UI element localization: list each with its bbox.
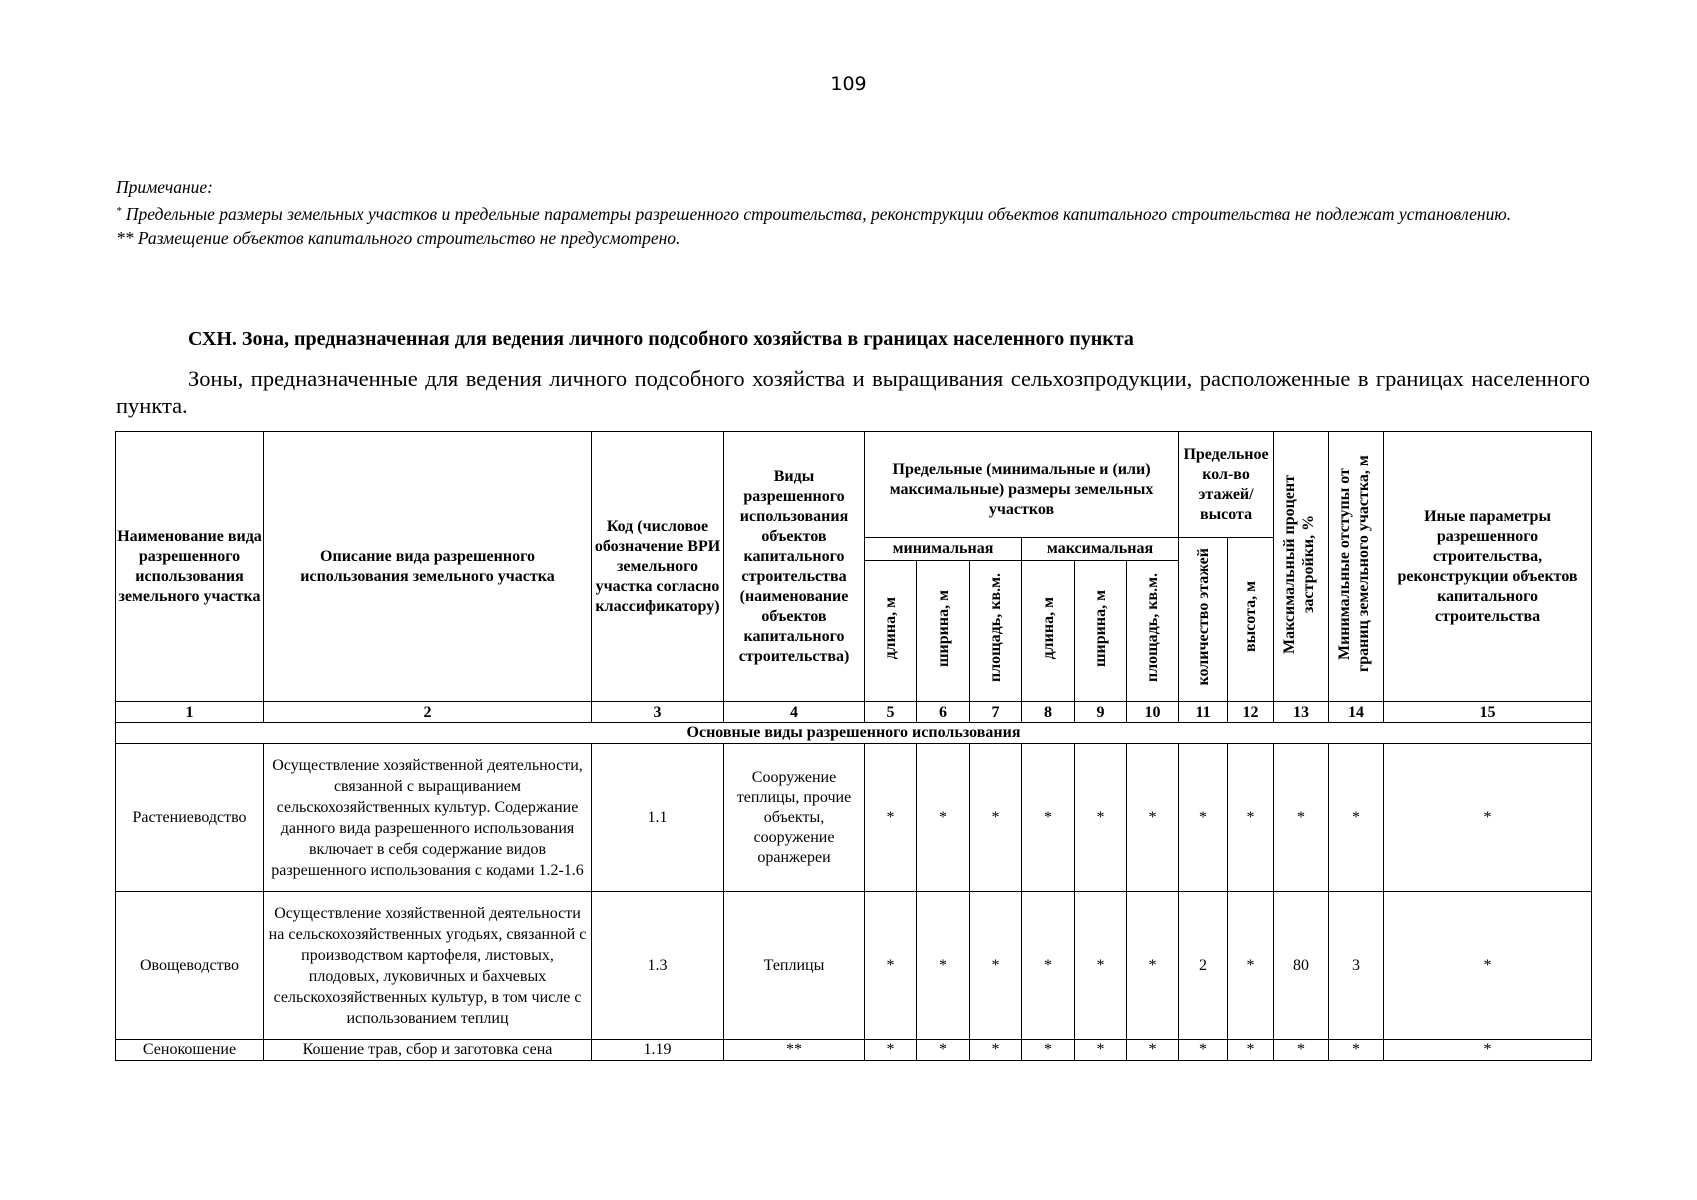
- cell-description: Кошение трав, сбор и заготовка сена: [264, 1040, 592, 1061]
- column-number: 13: [1274, 702, 1329, 723]
- header-min-setback-text: Минимальные отступы от границ земельного участка, м: [1336, 455, 1373, 672]
- column-number: 6: [917, 702, 970, 723]
- cell-height: *: [1228, 892, 1274, 1040]
- cell-min-width: *: [917, 744, 970, 892]
- cell-max-width: *: [1075, 744, 1127, 892]
- header-min-length-text: длина, м: [882, 596, 899, 660]
- cell-min-area: *: [970, 1040, 1022, 1061]
- cell-max-percent: *: [1274, 1040, 1329, 1061]
- header-limits-group: Предельные (минимальные и (или) максимальные) размеры земельных участков: [865, 432, 1179, 538]
- section-title: СХН. Зона, предназначенная для ведения личного подсобного хозяйства в границах населенного пункта: [188, 328, 1134, 350]
- header-other: Иные параметры разрешенного строительства, реконструкции объектов капитального строительства: [1384, 432, 1592, 702]
- header-name: Наименование вида разрешенного использования земельного участка: [116, 432, 264, 702]
- column-number: 7: [970, 702, 1022, 723]
- header-floors-group: Предельное кол-во этажей/ высота: [1179, 432, 1274, 538]
- column-number: 5: [865, 702, 917, 723]
- cell-floors: *: [1179, 1040, 1228, 1061]
- header-floors: [1179, 538, 1228, 702]
- cell-min-area: *: [970, 744, 1022, 892]
- cell-max-width: *: [1075, 892, 1127, 1040]
- cell-max-length: *: [1022, 1040, 1075, 1061]
- cell-min-length: *: [865, 1040, 917, 1061]
- notes: [116, 175, 1586, 250]
- header-max-percent: [1274, 432, 1329, 702]
- header-row-1: [116, 432, 1592, 538]
- cell-code: 1.19: [592, 1040, 724, 1061]
- cell-name: Растениеводство: [116, 744, 264, 892]
- column-number: 9: [1075, 702, 1127, 723]
- cell-other: *: [1384, 892, 1592, 1040]
- cell-max-area: *: [1127, 892, 1179, 1040]
- header-floors-text: количество этажей: [1194, 547, 1212, 686]
- table-row: [116, 1040, 1592, 1061]
- column-number: 1: [116, 702, 264, 723]
- column-number: 4: [724, 702, 865, 723]
- header-minimal: минимальная: [865, 538, 1022, 561]
- column-number: 12: [1228, 702, 1274, 723]
- header-max-width: [1075, 561, 1127, 702]
- header-max-area: [1127, 561, 1179, 702]
- note-asterisk: *: [116, 205, 122, 217]
- cell-objects: **: [724, 1040, 865, 1061]
- cell-name: Сенокошение: [116, 1040, 264, 1061]
- zoning-table: [115, 431, 1592, 1061]
- note-title: Примечание:: [116, 177, 213, 197]
- cell-min-setback: 3: [1329, 892, 1384, 1040]
- cell-max-area: *: [1127, 1040, 1179, 1061]
- header-min-length: [865, 561, 917, 702]
- cell-max-percent: 80: [1274, 892, 1329, 1040]
- header-min-width-text: ширина, м: [934, 589, 952, 667]
- column-number: 8: [1022, 702, 1075, 723]
- header-height-text: высота, м: [1242, 581, 1260, 652]
- cell-name: Овощеводство: [116, 892, 264, 1040]
- column-number: 15: [1384, 702, 1592, 723]
- cell-floors: 2: [1179, 892, 1228, 1040]
- cell-height: *: [1228, 1040, 1274, 1061]
- note-line-2: ** Размещение объектов капитального строительство не предусмотрено.: [116, 228, 681, 248]
- column-number: 14: [1329, 702, 1384, 723]
- header-code: Код (числовое обозначение ВРИ земельного участка согласно классификатору): [592, 432, 724, 702]
- cell-objects: Сооружение теплицы, прочие объекты, сооружение оранжереи: [724, 744, 865, 892]
- cell-floors: *: [1179, 744, 1228, 892]
- cell-min-setback: *: [1329, 1040, 1384, 1061]
- cell-other: *: [1384, 1040, 1592, 1061]
- column-number: 2: [264, 702, 592, 723]
- cell-max-length: *: [1022, 892, 1075, 1040]
- cell-min-length: *: [865, 744, 917, 892]
- cell-code: 1.3: [592, 892, 724, 1040]
- cell-other: *: [1384, 744, 1592, 892]
- cell-objects: Теплицы: [724, 892, 865, 1040]
- section-label: Основные виды разрешенного использования: [116, 723, 1592, 744]
- cell-max-area: *: [1127, 744, 1179, 892]
- cell-height: *: [1228, 744, 1274, 892]
- section-row: [116, 723, 1592, 744]
- header-max-width-text: ширина, м: [1092, 589, 1109, 667]
- cell-max-length: *: [1022, 744, 1075, 892]
- column-number: 3: [592, 702, 724, 723]
- header-objects: Виды разрешенного использования объектов капитального строительства (наименование объектов капитального строительства): [724, 432, 865, 702]
- header-max-length-text: длина, м: [1039, 596, 1057, 660]
- cell-code: 1.1: [592, 744, 724, 892]
- header-description: Описание вида разрешенного использования земельного участка: [264, 432, 592, 702]
- column-number: 10: [1127, 702, 1179, 723]
- header-max-percent-text: Максимальный процент застройки, %: [1281, 473, 1318, 654]
- header-min-area-text: площадь, кв.м.: [987, 573, 1004, 683]
- table-row: [116, 892, 1592, 1040]
- table-row: [116, 744, 1592, 892]
- header-height: [1228, 538, 1274, 702]
- header-max-area-text: площадь, кв.м.: [1144, 573, 1162, 683]
- cell-description: Осуществление хозяйственной деятельности, связанной с выращиванием сельскохозяйственных культур. Содержание данного вида разрешенного использования включает в себя содержание видов разрешенного использования с кодами 1.2-1.6: [264, 744, 592, 892]
- note-line-1: [116, 199, 1586, 226]
- header-min-area: [970, 561, 1022, 702]
- page-number: 109: [830, 73, 867, 95]
- cell-max-width: *: [1075, 1040, 1127, 1061]
- cell-min-setback: *: [1329, 744, 1384, 892]
- cell-min-length: *: [865, 892, 917, 1040]
- cell-min-area: *: [970, 892, 1022, 1040]
- header-min-width: [917, 561, 970, 702]
- header-maximal: максимальная: [1022, 538, 1179, 561]
- cell-description: Осуществление хозяйственной деятельности на сельскохозяйственных угодьях, связанной с производством картофеля, листовых, плодовых, луковичных и бахчевых сельскохозяйственных культур, в том числе с использованием теплиц: [264, 892, 592, 1040]
- header-max-length: [1022, 561, 1075, 702]
- column-numbers-row: [116, 702, 1592, 723]
- cell-max-percent: *: [1274, 744, 1329, 892]
- note-line-1-text: Предельные размеры земельных участков и предельные параметры разрешенного строительства, реконструкции объектов капитального строительства не подлежат установлению.: [121, 204, 1512, 224]
- column-number: 11: [1179, 702, 1228, 723]
- cell-min-width: *: [917, 892, 970, 1040]
- cell-min-width: *: [917, 1040, 970, 1061]
- intro-paragraph: Зоны, предназначенные для ведения личного подсобного хозяйства и выращивания сельхозпродукции, расположенные в границах населенного пункта.: [116, 366, 1590, 418]
- header-min-setback: [1329, 432, 1384, 702]
